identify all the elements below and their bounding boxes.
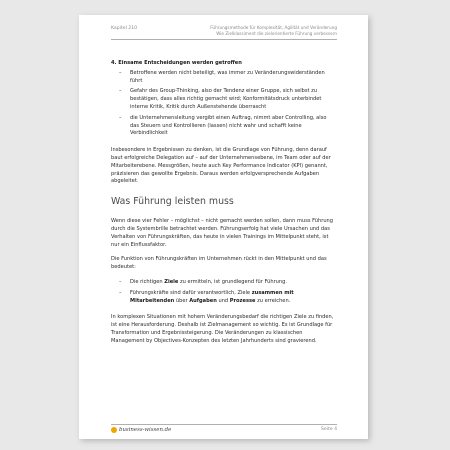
bullet-dash: – (119, 114, 122, 121)
bullet-dash: – (119, 289, 122, 296)
page-content (111, 60, 337, 353)
list-item (119, 70, 337, 86)
paragraph-4: In komplexen Situationen mit hohem Veränderungsbedarf die richtigen Ziele zu finden, ist eine Herausforderung. Deshalb ist Zielmanagement so wichtig. Es ist Grundlage für Transformation und Ergebnissteigerung. Die Veränderungen zu klassischen Management by Objectives-Konzepten des letzten Jahrhunderts sind gravierend. (111, 314, 334, 344)
chapter-label: Kapitel 210 (111, 26, 138, 31)
paragraph-2: Wenn diese vier Fehler – möglichst – nicht gemacht werden sollen, dann muss Führung durch die Systembrille betrachtet werden. Führungserfolg hat viele Ursachen und das Verhalten von Führungskräften, das heute in vielen Trainings im Mittelpunkt steht, ist nur ein Einflussfaktor. (111, 218, 334, 248)
paragraph-3: Die Funktion von Führungskräften im Unternehmen rückt in den Mittelpunkt und das bedeutet: (111, 256, 327, 271)
document-page (79, 15, 368, 439)
paragraph-1: Insbesondere in Ergebnissen zu denken, ist die Grundlage von Führung, denn darauf baut erfolgreiche Delegation auf – auf der Unternehmensebene, im Team oder auf der Mitarbeiterebene. Messgrößen, heute auch Key Performance Indicator (KPI) genannt, präzisieren das gewollte Ergebnis. Daraus werden erfolgversprechende Aufgaben abgeleitet. (111, 147, 331, 185)
goals-list (119, 279, 337, 305)
section-4-list (119, 70, 337, 138)
list-item (119, 115, 337, 138)
list-item-text: Gefahr des Group-Thinking, also der Tendenz einer Gruppe, sich selbst zu bestätigen, dass alles richtig gemacht wird; Konformitätsdruck unterbindet interne Kritik, Kritik durch Außenstehende überrascht (130, 88, 322, 110)
section-heading: Was Führung leisten muss (111, 196, 234, 208)
section-4-title: 4. Einsame Entscheidungen werden getroffen (111, 60, 242, 66)
list-item-text: Betroffene werden nicht beteiligt, was immer zu Veränderungswiderständen führt (130, 69, 325, 84)
brand-name: business-wissen.de (119, 427, 172, 433)
running-header-line1: Führungsmethode für Komplexität, Agilität und Veränderung (210, 25, 337, 30)
list-item: – Die richtigen Ziele zu ermitteln, ist grundlegend für Führung. (119, 278, 287, 285)
brand-logo (111, 427, 171, 433)
page-number: Seite 4 (320, 427, 337, 432)
list-item (119, 88, 337, 111)
list-item-text: die Unternehmensleitung vergibt einen Auftrag, nimmt aber Controlling, also das Steuern und Kontrollieren (lassen) nicht wahr und schafft keine Verbindlichkeit (130, 114, 327, 137)
brand-dot-icon (111, 427, 117, 433)
bullet-dash: – (119, 88, 122, 95)
list-item: – Führungskräfte sind dafür verantwortlich, Ziele zusammen mit Mitarbeitenden über Aufgaben und Prozesse zu erreichen. (119, 289, 294, 304)
bullet-dash: – (119, 69, 122, 76)
running-header (210, 25, 337, 37)
footer-rule (111, 424, 337, 425)
running-header-line2: Wie Zielklassiment die zielorientierte Führung verbessern (216, 31, 337, 36)
header-rule (111, 39, 337, 40)
bullet-dash: – (119, 278, 122, 285)
